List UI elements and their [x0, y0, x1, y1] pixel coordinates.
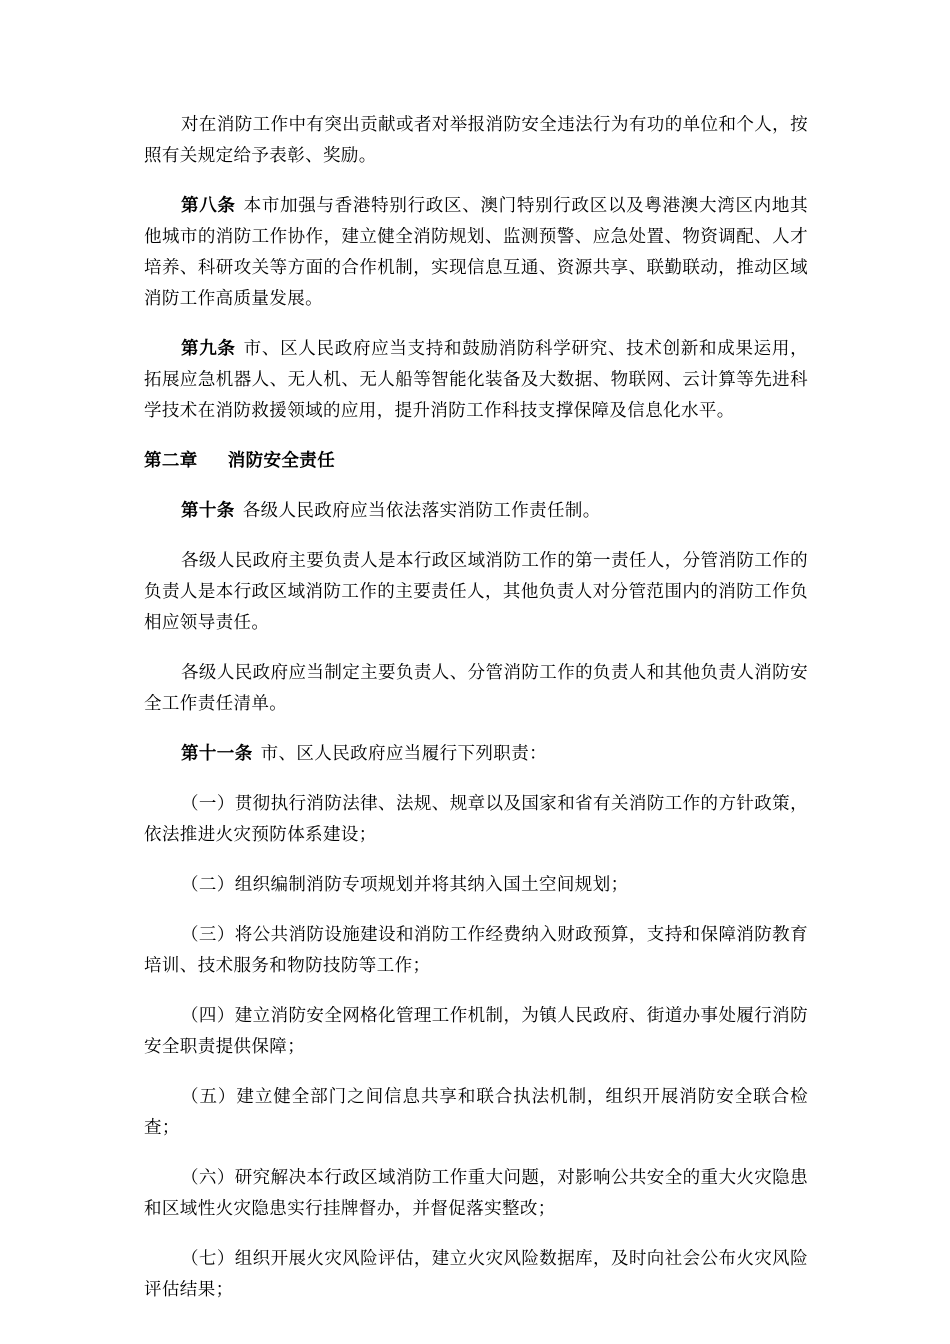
article-heading: 第九条 [181, 339, 236, 359]
article-heading: 第八条 [181, 196, 236, 216]
paragraph-text: 本市加强与香港特别行政区、澳门特别行政区以及粤港澳大湾区内地其他城市的消防工作协作，建立健全消防规划、监测预警、应急处置、物资调配、人才培养、科研攻关等方面的合作机制，实现信息互通、资源共享、联勤联动，推动区域消防工作高质量发展。 [144, 196, 808, 309]
list-item-text: （六）研究解决本行政区域消防工作重大问题，对影响公共安全的重大火灾隐患和区域性火灾隐患实行挂牌督办，并督促落实整改； [144, 1168, 808, 1219]
list-item-text: （五）建立健全部门之间信息共享和联合执法机制，组织开展消防安全联合检查； [144, 1087, 808, 1138]
paragraph-text: 市、区人民政府应当履行下列职责： [260, 744, 548, 764]
article-heading: 第十一条 [181, 744, 253, 764]
chapter-number: 第二章 [144, 451, 198, 471]
article-8 [144, 191, 808, 315]
list-item-text: （二）组织编制消防专项规划并将其纳入国土空间规划； [181, 875, 629, 895]
article-10 [144, 496, 808, 527]
list-item-2 [144, 870, 808, 901]
list-item-6 [144, 1163, 808, 1225]
chapter-heading [144, 446, 808, 477]
paragraph-commendation [144, 110, 808, 172]
paragraph-responsibility [144, 546, 808, 639]
list-item-text: （四）建立消防安全网格化管理工作机制，为镇人民政府、街道办事处履行消防安全职责提供保障； [144, 1006, 808, 1057]
document-page [144, 110, 808, 1325]
chapter-title: 消防安全责任 [227, 451, 336, 471]
paragraph-text: 各级人民政府主要负责人是本行政区域消防工作的第一责任人，分管消防工作的负责人是本行政区域消防工作的主要责任人，其他负责人对分管范围内的消防工作负相应领导责任。 [144, 551, 808, 633]
list-item-5 [144, 1082, 808, 1144]
article-9 [144, 334, 808, 427]
list-item-7 [144, 1244, 808, 1306]
list-item-text: （七）组织开展火灾风险评估，建立火灾风险数据库，及时向社会公布火灾风险评估结果； [144, 1249, 808, 1300]
list-item-4 [144, 1001, 808, 1063]
paragraph-text: 各级人民政府应当依法落实消防工作责任制。 [242, 501, 601, 521]
list-item-text: （一）贯彻执行消防法律、法规、规章以及国家和省有关消防工作的方针政策，依法推进火灾预防体系建设； [144, 794, 808, 845]
paragraph-text: 对在消防工作中有突出贡献或者对举报消防安全违法行为有功的单位和个人，按照有关规定给予表彰、奖励。 [144, 115, 808, 166]
paragraph-responsibility-list [144, 658, 808, 720]
list-item-1 [144, 789, 808, 851]
paragraph-text: 各级人民政府应当制定主要负责人、分管消防工作的负责人和其他负责人消防安全工作责任清单。 [144, 663, 808, 714]
list-item-3 [144, 920, 808, 982]
article-heading: 第十条 [181, 501, 235, 521]
article-11 [144, 739, 808, 770]
list-item-text: （三）将公共消防设施建设和消防工作经费纳入财政预算，支持和保障消防教育培训、技术服务和物防技防等工作； [144, 925, 808, 976]
paragraph-text: 市、区人民政府应当支持和鼓励消防科学研究、技术创新和成果运用，拓展应急机器人、无人机、无人船等智能化装备及大数据、物联网、云计算等先进科学技术在消防救援领域的应用，提升消防工作科技支撑保障及信息化水平。 [144, 339, 808, 421]
